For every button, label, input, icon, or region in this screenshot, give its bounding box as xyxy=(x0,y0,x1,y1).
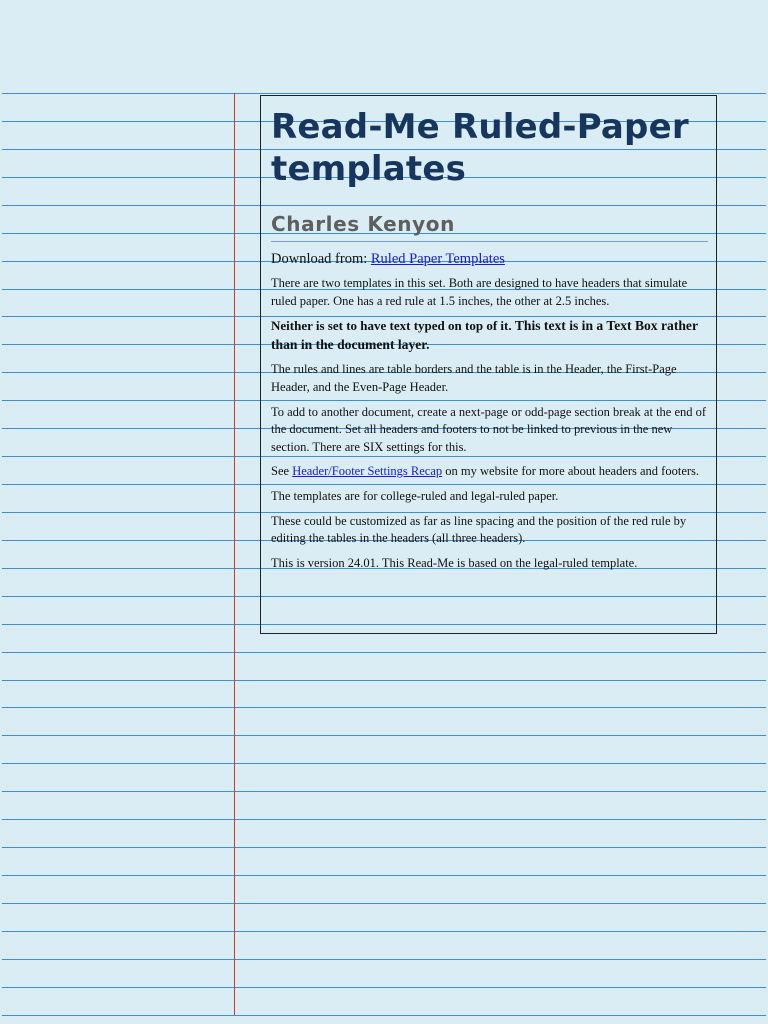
ruled-line xyxy=(2,93,766,94)
paragraph-version: This is version 24.01. This Read-Me is based on the legal-ruled template. xyxy=(271,555,638,570)
paragraph-rules: The rules and lines are table borders and the table is in the Header, the First-Page Header, and the Even-Page Header. xyxy=(271,362,677,394)
ruled-line xyxy=(2,903,766,904)
ruled-line xyxy=(2,875,766,876)
bold-text-part2: This text is in a Text Box rather than in the document layer. xyxy=(271,318,698,352)
bold-text-part1: Neither is set to have text typed on top of it. xyxy=(271,318,515,334)
ruled-line xyxy=(2,987,766,988)
paragraph-templates-for: The templates are for college-ruled and legal-ruled paper. xyxy=(271,488,559,503)
see-prefix: See xyxy=(271,464,293,479)
ruled-line xyxy=(2,959,766,960)
red-margin-rule xyxy=(234,93,235,1015)
ruled-line xyxy=(2,735,766,736)
paragraph-neither-bold xyxy=(271,317,708,354)
ruled-line xyxy=(2,931,766,932)
ruled-paper-templates-link[interactable]: Ruled Paper Templates xyxy=(370,251,505,267)
see-suffix: on my website for more about headers and footers. xyxy=(442,464,700,479)
paragraph-customized: These could be customized as far as line spacing and the position of the red rule by editing the tables in the headers (all three headers). xyxy=(271,513,687,546)
ruled-line xyxy=(2,707,766,708)
paragraph-see-recap xyxy=(271,463,708,481)
ruled-line xyxy=(2,819,766,820)
document-author: Charles Kenyon xyxy=(271,212,708,242)
ruled-line xyxy=(2,763,766,764)
paragraph-add-to-document: To add to another document, create a next-page or odd-page section break at the end of the document. Set all headers and footers to not be linked to previous in the new section. There are SIX settings for this. xyxy=(271,404,707,454)
ruled-line xyxy=(2,680,766,681)
ruled-line xyxy=(2,1015,766,1016)
document-title: Read-Me Ruled-Paper templates xyxy=(271,107,689,189)
text-box xyxy=(260,95,717,634)
ruled-line xyxy=(2,847,766,848)
ruled-line xyxy=(2,791,766,792)
download-line xyxy=(271,251,708,268)
download-prefix: Download from: xyxy=(271,251,371,267)
ruled-line xyxy=(2,652,766,653)
header-footer-settings-recap-link[interactable]: Header/Footer Settings Recap xyxy=(292,464,443,479)
paragraph-two-templates: There are two templates in this set. Both are designed to have headers that simulate ruled paper. One has a red rule at 1.5 inches, the other at 2.5 inches. xyxy=(271,276,688,308)
